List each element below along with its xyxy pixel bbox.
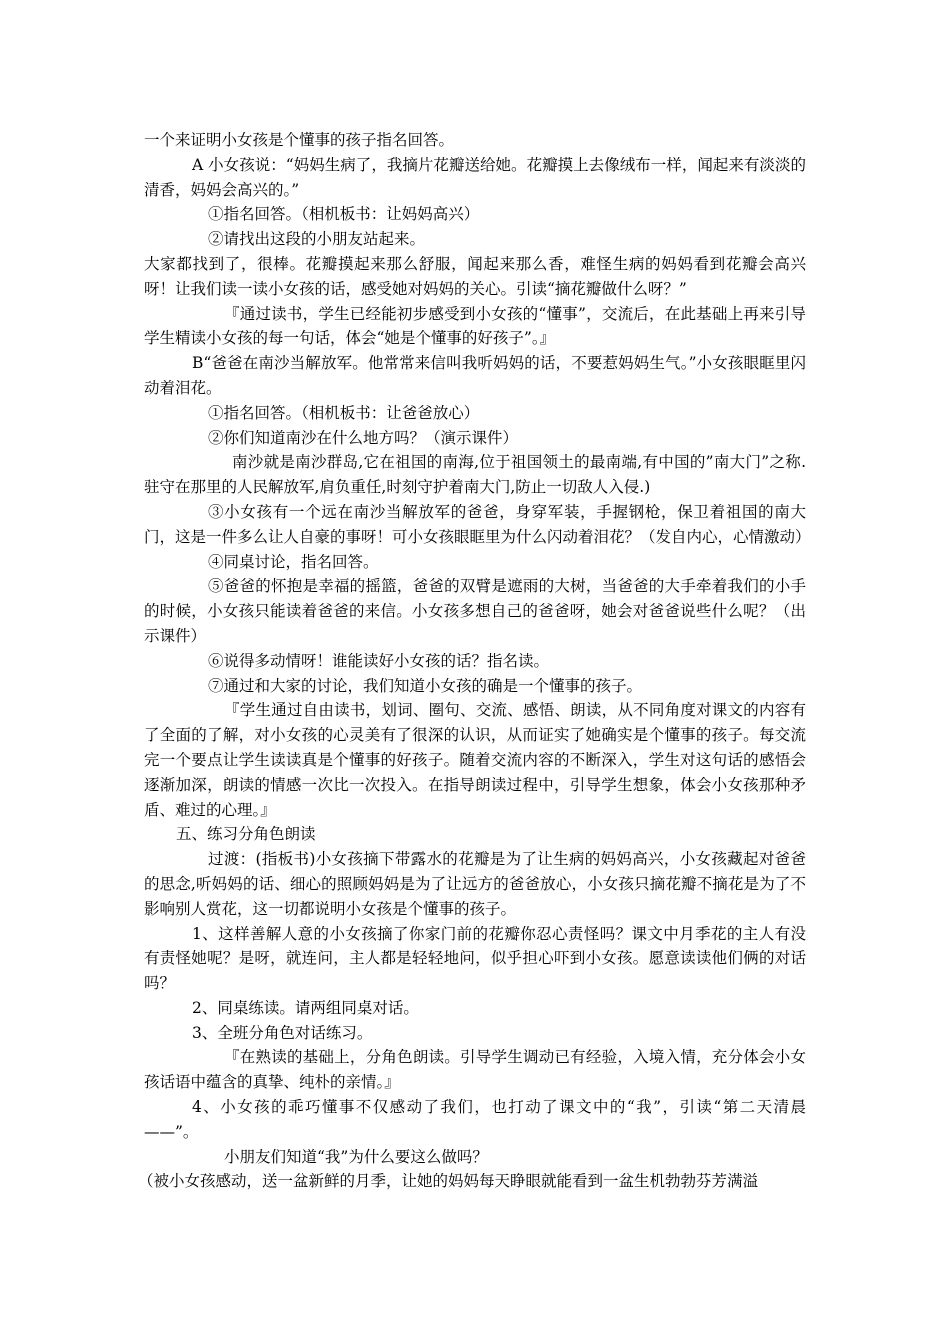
paragraph: 大家都找到了，很棒。花瓣摸起来那么舒服，闻起来那么香，难怪生病的妈妈看到花瓣会高兴呀！让我们读一读小女孩的话，感受她对妈妈的关心。引读“摘花瓣做什么呀？” <box>144 254 806 298</box>
paragraph-remark: 『在熟读的基础上，分角色朗读。引导学生调动已有经验，入境入情，充分体会小女孩话语中蕴含的真挚、纯朴的亲情。』 <box>144 1048 806 1092</box>
document-body <box>138 128 811 1194</box>
paragraph-remark: 『学生通过自由读书，划词、圈句、交流、感悟、朗读，从不同角度对课文的内容有了全面的了解，对小女孩的心灵美有了很深的认识，从而证实了她确实是个懂事的孩子。每交流完一个要点让学生读读真是个懂事的好孩子。随着交流内容的不断深入，学生对这句话的感悟会逐渐加深，朗读的情感一次比一次投入。在指导朗读过程中，引导学生想象，体会小女孩那种矛盾、难过的心理。』 <box>144 701 806 819</box>
paragraph-step: ②你们知道南沙在什么地方吗？（演示课件） <box>208 428 519 447</box>
paragraph-numbered: 4、小女孩的乖巧懂事不仅感动了我们，也打动了课文中的“我”，引读“第二天清晨——”。 <box>144 1098 806 1141</box>
paragraph-item-a: A 小女孩说：“妈妈生病了，我摘片花瓣送给她。花瓣摸上去像绒布一样，闻起来有淡淡的清香，妈妈会高兴的。” <box>144 155 806 199</box>
paragraph: 一个来证明小女孩是个懂事的孩子指名回答。 <box>144 131 455 149</box>
paragraph-step: ③小女孩有一个远在南沙当解放军的爸爸，身穿军装，手握钢枪，保卫着祖国的南大门，这是一件多么让人自豪的事呀！可小女孩眼眶里为什么闪动着泪花？（发自内心，心情激动） <box>144 502 811 546</box>
paragraph-step: ①指名回答。（相机板书：让爸爸放心） <box>208 403 480 422</box>
paragraph-remark: 『通过读书，学生已经能初步感受到小女孩的“懂事”，交流后，在此基础上再来引导学生精读小女孩的每一句话，体会“她是个懂事的好孩子”。』 <box>144 304 806 348</box>
paragraph-step: ①指名回答。（相机板书：让妈妈高兴） <box>208 205 480 224</box>
section-heading: 五、练习分角色朗读 <box>176 825 316 844</box>
paragraph-step: ②请找出这段的小朋友站起来。 <box>208 230 426 249</box>
paragraph-step: ⑤爸爸的怀抱是幸福的摇篮，爸爸的双臂是遮雨的大树，当爸爸的大手牵着我们的小手的时候，小女孩只能读着爸爸的来信。小女孩多想自己的爸爸呀，她会对爸爸说些什么呢？（出示课件） <box>144 577 806 645</box>
paragraph-nansha: 南沙就是南沙群岛,它在祖国的南海,位于祖国领土的最南端,有中国的”南大门”之称.驻守在那里的人民解放军,肩负重任,时刻守护着南大门,防止一切敌人入侵.) <box>144 453 806 497</box>
paragraph-numbered: 2、同桌练读。请两组同桌对话。 <box>192 998 419 1017</box>
paragraph-transition: 过渡：(指板书)小女孩摘下带露水的花瓣是为了让生病的妈妈高兴，小女孩藏起对爸爸的思念,听妈妈的话、细心的照顾妈妈是为了让远方的爸爸放心，小女孩只摘花瓣不摘花是为了不影响别人赏花，这一切都说明小女孩是个懂事的孩子。 <box>144 850 806 918</box>
paragraph-numbered: 3、全班分角色对话练习。 <box>192 1023 373 1042</box>
paragraph-step: ④同桌讨论，指名回答。 <box>208 552 379 571</box>
paragraph-numbered: 1、这样善解人意的小女孩摘了你家门前的花瓣你忍心责怪吗？课文中月季花的主人有没有责怪她呢？是呀，就连问，主人都是轻轻地问，似乎担心吓到小女孩。愿意读读他们俩的对话吗？ <box>144 924 806 993</box>
paragraph-step: ⑦通过和大家的讨论，我们知道小女孩的确是一个懂事的孩子。 <box>208 676 643 695</box>
paragraph: （被小女孩感动，送一盆新鲜的月季，让她的妈妈每天睁眼就能看到一盆生机勃勃芬芳满溢 <box>138 1172 759 1191</box>
paragraph: 小朋友们知道“我”为什么要这么做吗？ <box>224 1147 488 1166</box>
paragraph-item-b: B“爸爸在南沙当解放军。他常常来信叫我听妈妈的话，不要惹妈妈生气。”小女孩眼眶里闪动着泪花。 <box>144 354 806 397</box>
paragraph-step: ⑥说得多动情呀！谁能读好小女孩的话？指名读。 <box>208 651 550 670</box>
